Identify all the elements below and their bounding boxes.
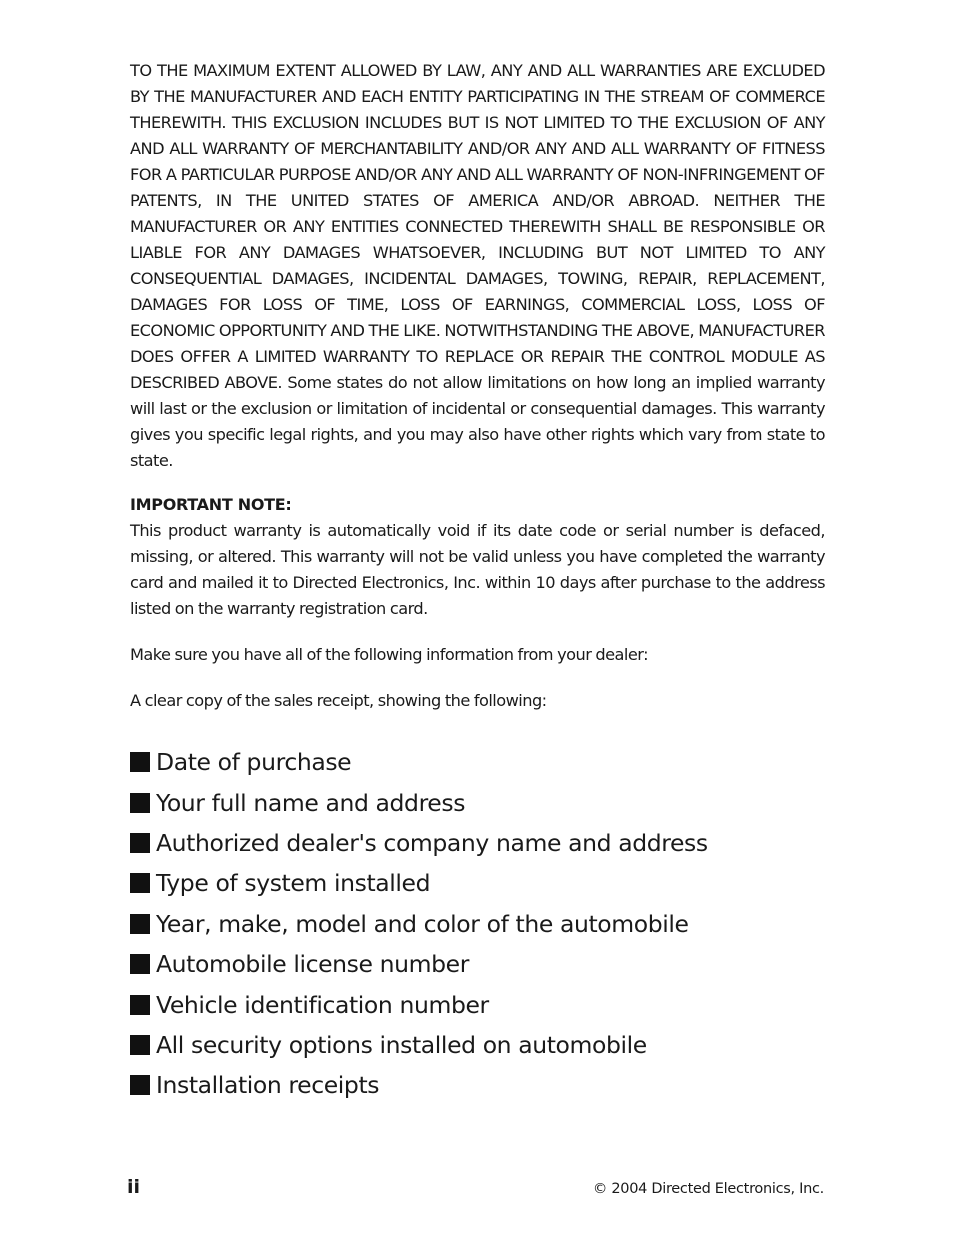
square-bullet-icon [130, 793, 150, 813]
dealer-info-text: Make sure you have all of the following information from your dealer: [130, 645, 648, 664]
copyright-notice: © 2004 Directed Electronics, Inc. [592, 1181, 824, 1197]
page-number: ii [127, 1176, 141, 1198]
square-bullet-icon [130, 833, 150, 853]
important-note-heading: IMPORTANT NOTE: [130, 495, 292, 514]
list-item [130, 1025, 825, 1065]
list-item [130, 984, 825, 1024]
square-bullet-icon [130, 954, 150, 974]
important-note-body: This product warranty is automatically void if its date code or serial number is defaced, missing, or altered. This warranty will not be valid unless you have completed the warranty card and mailed it to Directed Electronics, Inc. within 10 days after purchase to the address listed on the warranty registration card. [130, 521, 825, 618]
square-bullet-icon [130, 873, 150, 893]
list-item-label: Type of system installed [156, 869, 431, 898]
list-item [130, 742, 825, 782]
list-item-label: All security options installed on automobile [156, 1030, 647, 1059]
list-item [130, 823, 825, 863]
square-bullet-icon [130, 1035, 150, 1055]
list-item-label: Date of purchase [156, 748, 352, 777]
list-item-label: Automobile license number [156, 950, 469, 979]
square-bullet-icon [130, 1075, 150, 1095]
square-bullet-icon [130, 914, 150, 934]
list-item-label: Year, make, model and color of the automobile [156, 909, 689, 938]
list-item [130, 782, 825, 822]
receipt-intro-text: A clear copy of the sales receipt, showing the following: [130, 691, 547, 710]
list-item-label: Authorized dealer's company name and address [156, 828, 708, 857]
list-item [130, 863, 825, 903]
warranty-disclaimer: TO THE MAXIMUM EXTENT ALLOWED BY LAW, ANY AND ALL WARRANTIES ARE EXCLUDED BY THE MANUFACTURER AND EACH ENTITY PARTICIPATING IN THE STREAM OF COMMERCE THEREWITH. THIS EXCLUSION INCLUDES BUT IS NOT LIMITED TO THE EXCLUSION OF ANY AND ALL WARRANTY OF MERCHANTABILITY AND/OR ANY AND ALL WARRANTY OF FITNESS FOR A PARTICULAR PURPOSE AND/OR ANY AND ALL WARRANTY OF NON-INFRINGEMENT OF PATENTS, IN THE UNITED STATES OF AMERICA AND/OR ABROAD. NEITHER THE MANUFACTURER OR ANY ENTITIES CONNECTED THEREWITH SHALL BE RESPONSIBLE OR LIABLE FOR ANY DAMAGES WHATSOEVER, INCLUDING BUT NOT LIMITED TO ANY CONSEQUENTIAL DAMAGES, INCIDENTAL DAMAGES, TOWING, REPAIR, REPLACEMENT, DAMAGES FOR LOSS OF TIME, LOSS OF EARNINGS, COMMERCIAL LOSS, LOSS OF ECONOMIC OPPORTUNITY AND THE LIKE. NOTWITHSTANDING THE ABOVE, MANUFACTURER DOES OFFER A LIMITED WARRANTY TO REPLACE OR REPAIR THE CONTROL MODULE AS DESCRIBED ABOVE. Some states do not allow limitations on how long an implied warranty will last or the exclusion or limitation of incidental or consequential damages. This warranty gives you specific legal rights, and you may also have other rights which vary from state to state. [130, 61, 825, 470]
list-item [130, 1065, 825, 1105]
page-content [130, 58, 825, 1106]
square-bullet-icon [130, 995, 150, 1015]
receipt-checklist [130, 742, 825, 1106]
list-item-label: Installation receipts [156, 1071, 380, 1100]
square-bullet-icon [130, 752, 150, 772]
list-item [130, 904, 825, 944]
list-item-label: Your full name and address [156, 788, 466, 817]
list-item-label: Vehicle identification number [156, 990, 489, 1019]
list-item [130, 944, 825, 984]
